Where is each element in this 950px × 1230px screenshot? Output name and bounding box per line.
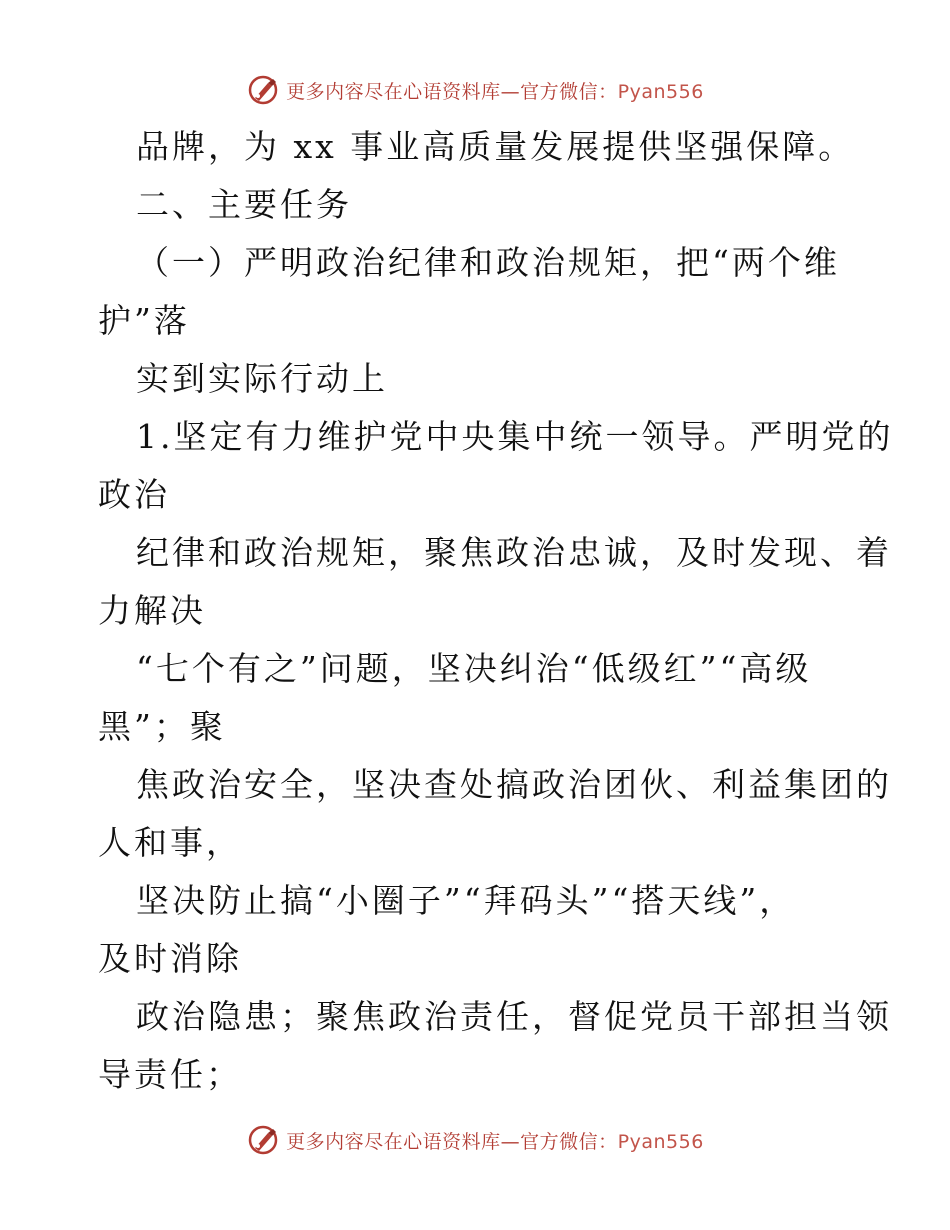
text-line: 导责任； [98,1055,242,1094]
watermark-handle: Pyan556 [617,1130,704,1153]
pen-nib-logo-icon [246,1123,280,1157]
watermark-text: 更多内容尽在心语资料库—官方微信：Pyan556 [286,1130,704,1153]
text-line: 焦政治安全，坚决查处搞政治团伙、利益集团的 [136,765,892,804]
watermark-handle: Pyan556 [617,80,704,103]
text-line: 坚决防止搞“小圈子”“拜码头”“搭天线”， [136,881,796,920]
text-line: 人和事， [98,823,242,862]
text-line: “七个有之”问题，坚决纠治“低级红”“高级 [136,649,812,688]
text-line: 及时消除 [98,939,242,978]
watermark-footer [0,1118,950,1162]
text-line: 品牌，为 xx 事业高质量发展提供坚强保障。 [136,127,855,166]
text-line: 实到实际行动上 [136,359,388,398]
watermark-header [0,68,950,112]
watermark-text: 更多内容尽在心语资料库—官方微信：Pyan556 [286,80,704,103]
subsection-heading: （一）严明政治纪律和政治规矩，把“两个维 [136,243,840,282]
text-line: 政治 [98,475,170,514]
text-line: 黑”；聚 [98,707,226,746]
text-line: 力解决 [98,591,206,630]
text-line: 政治隐患；聚焦政治责任，督促党员干部担当领 [136,997,892,1036]
text-line: 纪律和政治规矩，聚焦政治忠诚，及时发现、着 [136,533,892,572]
subsection-heading-continued: 护”落 [98,301,190,340]
section-heading: 二、主要任务 [136,185,352,224]
pen-nib-logo-icon [246,73,280,107]
numbered-item: 1.坚定有力维护党中央集中统一领导。严明党的 [136,417,894,456]
